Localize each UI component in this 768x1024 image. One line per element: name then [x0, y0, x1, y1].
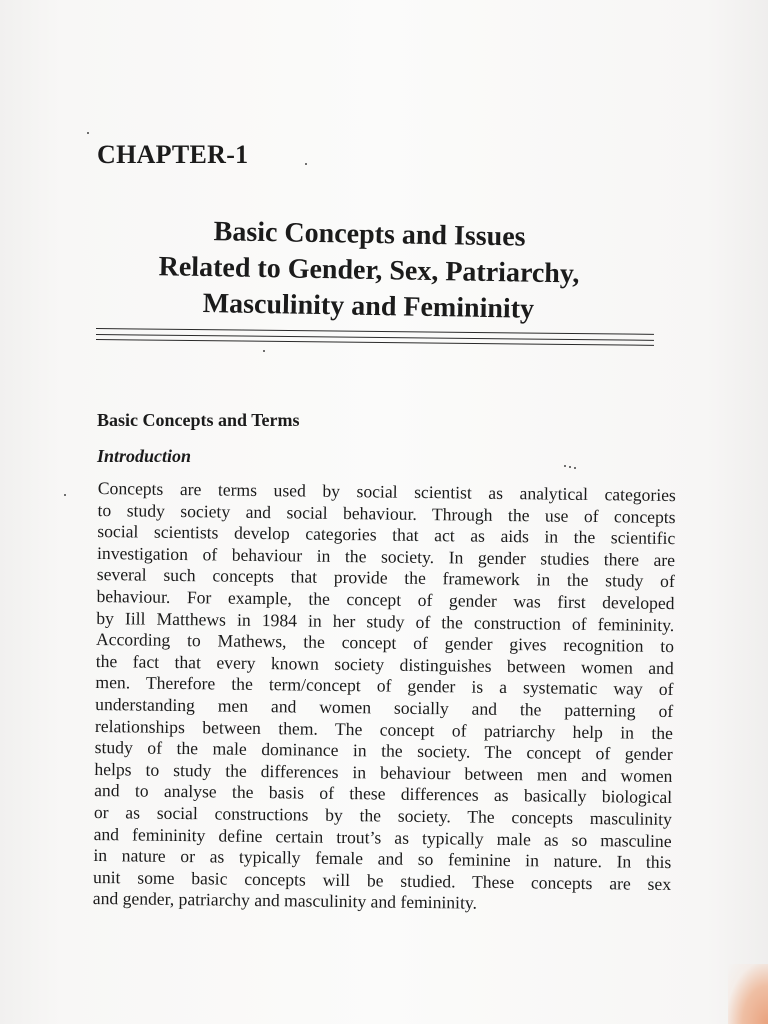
scan-speck [574, 467, 576, 469]
subsection-heading: Introduction [97, 446, 192, 466]
scan-speck [305, 163, 307, 165]
thumb-edge [728, 964, 768, 1024]
paragraph-line: behaviour. For example, the concept of gender was first developed [96, 585, 675, 614]
chapter-title-line: Related to Gender, Sex, Patriarchy, [158, 251, 580, 290]
paragraph-line: and to analyse the basis of these differences as basically biological [94, 780, 673, 808]
paragraph-line: in nature or as typically female and so feminine in nature. In this [93, 845, 672, 873]
paragraph-line: social scientists develop categories that act as aids in the scientific [97, 521, 676, 549]
paragraph-line: investigation of behaviour in the society. In gender studies there are [96, 542, 676, 570]
paragraph-line: understanding men and women socially and the patterning of [95, 693, 674, 721]
scan-speck [87, 132, 89, 134]
paragraph-line: and gender, patriarchy and masculinity and femininity. [92, 888, 478, 913]
paragraph-line: several such concepts that provide the framework in the study of [96, 564, 675, 592]
scan-speck [569, 466, 571, 468]
paragraph-line: Concepts are terms used by social scientist as analytical categories [97, 478, 676, 506]
paragraph-line: and femininity define certain trout’s as typically male as so masculine [93, 823, 672, 851]
scan-speck [564, 465, 566, 467]
chapter-title [88, 212, 650, 330]
chapter-title-line: Masculinity and Femininity [202, 287, 535, 325]
paragraph-line: men. Therefore the term/concept of gender is a systematic way of [95, 672, 674, 700]
chapter-label: CHAPTER-1 [97, 140, 249, 169]
paragraph-line: to study society and social behaviour. Through the use of concepts [97, 499, 676, 527]
paragraph-line: the fact that every known society distinguishes between women and [95, 650, 674, 678]
paragraph-line: helps to study the differences in behaviour between men and women [94, 758, 673, 786]
paragraph-line: by Iill Matthews in 1984 in her study of the construction of femininity. [96, 607, 675, 635]
paragraph-line: According to Mathews, the concept of gender gives recognition to [95, 629, 675, 657]
title-rule [96, 328, 654, 335]
paragraph-line: study of the male dominance in the society. The concept of gender [94, 737, 673, 765]
body-paragraph [93, 478, 676, 917]
scan-speck [263, 350, 265, 352]
paragraph-line: unit some basic concepts will be studied. These concepts are sex [93, 866, 672, 894]
scan-speck [64, 494, 66, 496]
title-rule [96, 339, 654, 346]
paragraph-line: relationships between them. The concept of patriarchy help in the [94, 715, 674, 743]
paragraph-line: or as social constructions by the society. The concepts masculinity [93, 801, 672, 829]
section-heading: Basic Concepts and Terms [97, 410, 300, 430]
chapter-title-line: Basic Concepts and Issues [213, 216, 526, 253]
